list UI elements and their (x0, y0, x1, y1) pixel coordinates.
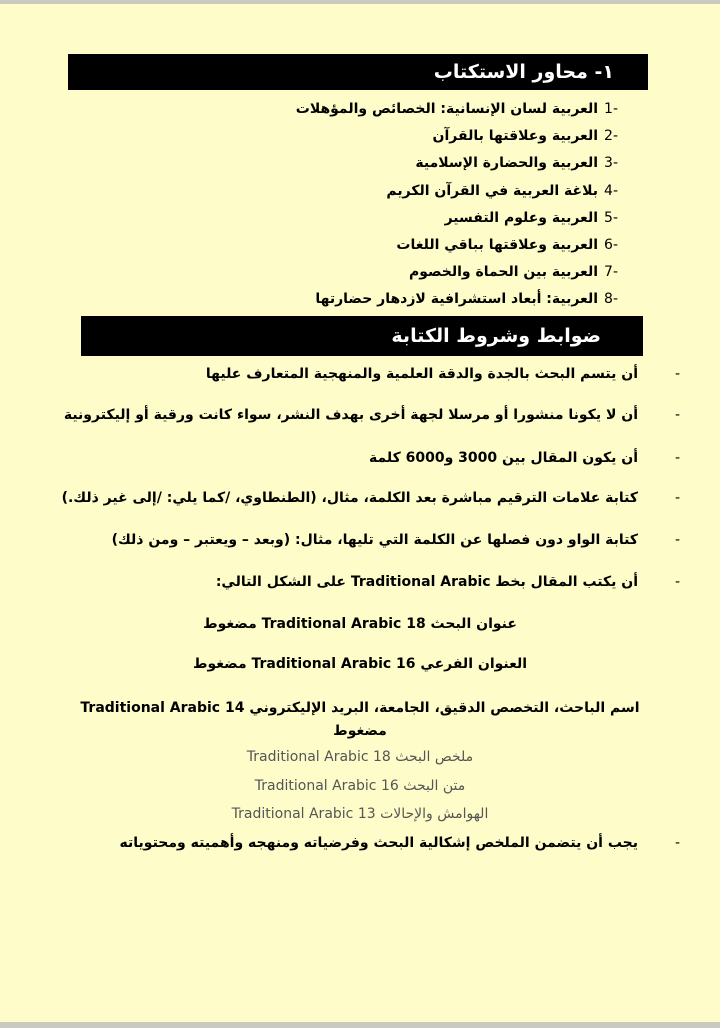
list-item: -6العربية وعلاقتها بباقي اللغات (396, 236, 618, 253)
format-footnotes-line: الهوامش والإحالات Traditional Arabic 13 (231, 806, 489, 822)
rule-item: - أن يكتب المقال بخط Traditional Arabic على الشكل التالي: (215, 574, 680, 590)
list-item: -4بلاغة العربية في القرآن الكريم (386, 182, 618, 199)
axes-list (200, 96, 618, 314)
format-body-line: متن البحث Traditional Arabic 16 (254, 778, 466, 794)
list-item: -2العربية وعلاقتها بالقرآن (432, 128, 618, 145)
rule-item: - كتابة الواو دون فصلها عن الكلمة التي تليها، مثال: (وبعد – ويعتبر – ومن ذلك) (111, 532, 680, 548)
format-abstract-line: ملخص البحث Traditional Arabic 18 (246, 749, 474, 765)
section-title-rules: ضوابط وشروط الكتابة (81, 316, 643, 356)
list-item: -8العربية: أبعاد استشرافية لازدهار حضارتها (315, 291, 618, 308)
section-title-axes: ١- محاور الاستكتاب (68, 54, 648, 90)
rule-item: - أن يتسم البحث بالجدة والدقة العلمية والمنهجية المتعارف عليها (205, 366, 680, 382)
list-item: -7العربية بين الحماة والخصوم (408, 264, 618, 281)
list-item: -1العربية لسان الإنسانية: الخصائص والمؤهلات (295, 101, 618, 117)
format-author-line: اسم الباحث، التخصص الدقيق، الجامعة، البريد الإليكتروني Traditional Arabic 14 (80, 700, 640, 716)
rule-item: - كتابة علامات الترقيم مباشرة بعد الكلمة، مثال، (الطنطاوي، /كما يلي: /إلى غير ذلك.) (61, 490, 680, 506)
format-title-line: عنوان البحث Traditional Arabic 18 مضغوط (203, 616, 517, 632)
rule-item: - أن لا يكونا منشورا أو مرسلا لجهة أخرى بهدف النشر، سواء كانت ورقية أو إليكترونية (63, 407, 680, 423)
page-bottom-edge (0, 1022, 720, 1028)
list-item: -5العربية وعلوم التفسير (444, 209, 618, 226)
list-item: -3العربية والحضارة الإسلامية (415, 155, 618, 172)
rule-item-final: - يجب أن يتضمن الملخص إشكالية البحث وفرضياته ومنهجه وأهميته ومحتوياته (119, 835, 680, 851)
format-author-line-cont: مضغوط (333, 723, 387, 739)
rule-item: - أن يكون المقال بين 3000 و6000 كلمة (369, 450, 680, 466)
format-subtitle-line: العنوان الفرعي Traditional Arabic 16 مضغوط (192, 656, 528, 672)
page-top-edge (0, 0, 720, 4)
